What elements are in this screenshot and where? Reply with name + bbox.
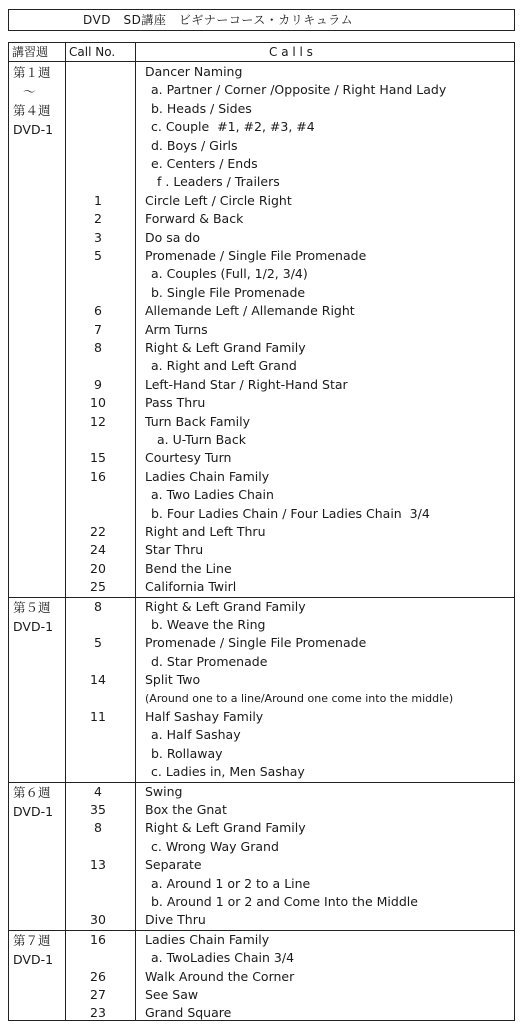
call-name: a. Partner / Corner /Opposite / Right Hand Lady xyxy=(151,82,447,98)
call-number: 15 xyxy=(90,450,106,466)
table-row xyxy=(9,616,514,634)
week-label-line: DVD-1 xyxy=(13,803,54,819)
table-row xyxy=(9,763,514,781)
week-label-line: 第４週 xyxy=(13,103,51,118)
call-number: 7 xyxy=(94,321,102,337)
call-name: (Around one to a line/Around one come into the middle) xyxy=(145,691,454,705)
call-name: Walk Around the Corner xyxy=(145,968,295,984)
call-name: Ladies Chain Family xyxy=(145,468,270,484)
table-row xyxy=(9,376,514,394)
header-divider xyxy=(9,61,514,62)
call-number: 8 xyxy=(94,598,102,614)
week-label-line: 第５週 xyxy=(13,599,51,615)
call-name: California Twirl xyxy=(145,579,237,595)
call-name: Forward & Back xyxy=(145,211,244,227)
call-number: 26 xyxy=(90,968,106,984)
table-row xyxy=(9,560,514,578)
call-name: f . Leaders / Trailers xyxy=(157,174,280,190)
call-name: a. Half Sashay xyxy=(151,727,241,743)
table-row xyxy=(9,523,514,541)
table-row xyxy=(9,911,514,929)
call-name: Star Thru xyxy=(145,542,204,558)
table-row xyxy=(9,81,514,99)
call-number: 11 xyxy=(90,709,106,724)
call-name: b. Four Ladies Chain / Four Ladies Chain 3/4 xyxy=(151,505,430,521)
call-number: 6 xyxy=(94,303,102,319)
call-name: b. Around 1 or 2 and Come Into the Middle xyxy=(151,894,418,909)
table-row xyxy=(9,949,514,967)
call-number: 5 xyxy=(94,635,102,651)
table-row xyxy=(9,783,514,801)
table-row xyxy=(9,598,514,616)
table-row xyxy=(9,819,514,837)
table-row xyxy=(9,671,514,689)
call-name: Right & Left Grand Family xyxy=(145,820,306,836)
call-name: e. Centers / Ends xyxy=(151,156,258,171)
table-row xyxy=(9,968,514,986)
call-number: 4 xyxy=(94,783,102,799)
call-number: 12 xyxy=(90,413,106,429)
call-number: 27 xyxy=(90,987,106,1002)
call-name: Pass Thru xyxy=(145,395,206,411)
call-name: a. Couples (Full, 1/2, 3/4) xyxy=(151,266,308,282)
call-name: Dancer Naming xyxy=(145,64,243,79)
call-name: Bend the Line xyxy=(145,560,232,576)
call-number: 1 xyxy=(94,192,102,208)
table-row xyxy=(9,192,514,210)
call-name: Separate xyxy=(145,857,202,873)
call-name: Right & Left Grand Family xyxy=(145,340,306,355)
call-name: Right & Left Grand Family xyxy=(145,598,306,614)
table-row xyxy=(9,357,514,375)
week-label-line: DVD-1 xyxy=(13,122,54,137)
call-number: 23 xyxy=(90,1005,106,1021)
table-row xyxy=(9,653,514,671)
table-row xyxy=(9,63,514,81)
table-row xyxy=(9,801,514,819)
call-number: 8 xyxy=(94,340,102,355)
table-row xyxy=(9,708,514,726)
call-name: Split Two xyxy=(145,672,201,688)
call-name: a. TwoLadies Chain 3/4 xyxy=(151,950,295,966)
week-label-line: DVD-1 xyxy=(13,618,54,634)
header-calls: C a l l s xyxy=(269,45,313,59)
call-number: 9 xyxy=(94,376,102,392)
call-name: Do sa do xyxy=(145,229,200,245)
table-row xyxy=(9,137,514,155)
table-row xyxy=(9,394,514,412)
call-name: Courtesy Turn xyxy=(145,450,232,466)
table-row xyxy=(9,690,514,708)
call-name: d. Star Promenade xyxy=(151,653,268,669)
table-row xyxy=(9,486,514,504)
call-number: 16 xyxy=(90,931,106,947)
table-row xyxy=(9,986,514,1004)
call-name: Circle Left / Circle Right xyxy=(145,192,292,208)
call-name: b. Rollaway xyxy=(151,745,223,761)
call-name: b. Single File Promenade xyxy=(151,284,306,300)
table-row xyxy=(9,302,514,320)
table-row xyxy=(9,431,514,449)
week-label-line: 第７週 xyxy=(13,932,51,948)
call-name: Half Sashay Family xyxy=(145,709,264,724)
header-call-no: Call No. xyxy=(69,45,116,59)
table-row xyxy=(9,100,514,118)
table-row xyxy=(9,468,514,486)
call-number: 3 xyxy=(94,229,102,245)
call-name: c. Couple #1, #2, #3, #4 xyxy=(151,119,315,135)
table-row xyxy=(9,321,514,339)
call-name: Turn Back Family xyxy=(145,413,251,429)
table-row xyxy=(9,726,514,744)
table-row xyxy=(9,210,514,228)
call-name: d. Boys / Girls xyxy=(151,137,238,153)
table-row xyxy=(9,339,514,357)
week-label-line: DVD-1 xyxy=(13,951,54,967)
table-row xyxy=(9,745,514,763)
table-row xyxy=(9,118,514,136)
table-row xyxy=(9,413,514,431)
call-number: 25 xyxy=(90,579,106,595)
call-name: Promenade / Single File Promenade xyxy=(145,248,367,263)
table-row xyxy=(9,265,514,283)
table-row xyxy=(9,505,514,523)
header-week: 講習週 xyxy=(12,45,49,59)
table-row xyxy=(9,173,514,191)
call-number: 8 xyxy=(94,820,102,836)
table-row xyxy=(9,155,514,173)
call-number: 30 xyxy=(90,912,106,928)
call-name: a. Two Ladies Chain xyxy=(151,487,274,503)
table-row xyxy=(9,875,514,893)
call-name: Grand Square xyxy=(145,1005,232,1021)
call-number: 5 xyxy=(94,248,102,263)
call-name: a. Right and Left Grand xyxy=(151,358,297,374)
call-name: Allemande Left / Allemande Right xyxy=(145,303,355,319)
call-name: a. U-Turn Back xyxy=(157,432,246,447)
call-name: b. Weave the Ring xyxy=(151,617,266,632)
call-name: Ladies Chain Family xyxy=(145,931,270,947)
call-name: Dive Thru xyxy=(145,912,206,928)
call-name: c. Ladies in, Men Sashay xyxy=(151,764,305,780)
table-row xyxy=(9,634,514,652)
call-name: Swing xyxy=(145,783,183,799)
table-row xyxy=(9,578,514,596)
call-number: 10 xyxy=(90,395,106,411)
call-name: b. Heads / Sides xyxy=(151,100,252,116)
table-row xyxy=(9,247,514,265)
call-number: 16 xyxy=(90,468,106,484)
curriculum-table xyxy=(8,42,515,1021)
call-name: Promenade / Single File Promenade xyxy=(145,635,367,651)
call-number: 20 xyxy=(90,560,106,576)
call-name: Right and Left Thru xyxy=(145,524,266,539)
table-row xyxy=(9,449,514,467)
call-number: 35 xyxy=(90,802,106,817)
call-name: Left-Hand Star / Right-Hand Star xyxy=(145,376,348,392)
call-number: 14 xyxy=(90,672,106,688)
call-number: 22 xyxy=(90,524,106,539)
week-label-line: 〜 xyxy=(23,84,36,99)
table-row xyxy=(9,893,514,911)
table-row xyxy=(9,541,514,559)
table-row xyxy=(9,229,514,247)
week-label-line: 第１週 xyxy=(13,65,51,80)
table-row xyxy=(9,931,514,949)
table-row xyxy=(9,284,514,302)
call-number: 13 xyxy=(90,857,106,873)
call-number: 24 xyxy=(90,542,106,558)
table-row xyxy=(9,838,514,856)
table-row xyxy=(9,856,514,874)
table-row xyxy=(9,1004,514,1022)
call-name: Arm Turns xyxy=(145,321,208,337)
week-label-line: 第６週 xyxy=(13,784,51,800)
call-name: See Saw xyxy=(145,987,199,1002)
call-name: c. Wrong Way Grand xyxy=(151,838,279,854)
call-number: 2 xyxy=(94,211,102,227)
call-name: Box the Gnat xyxy=(145,802,227,817)
call-name: a. Around 1 or 2 to a Line xyxy=(151,875,311,891)
page-title: DVD SD講座 ビギナーコース・カリキュラム xyxy=(8,9,515,31)
